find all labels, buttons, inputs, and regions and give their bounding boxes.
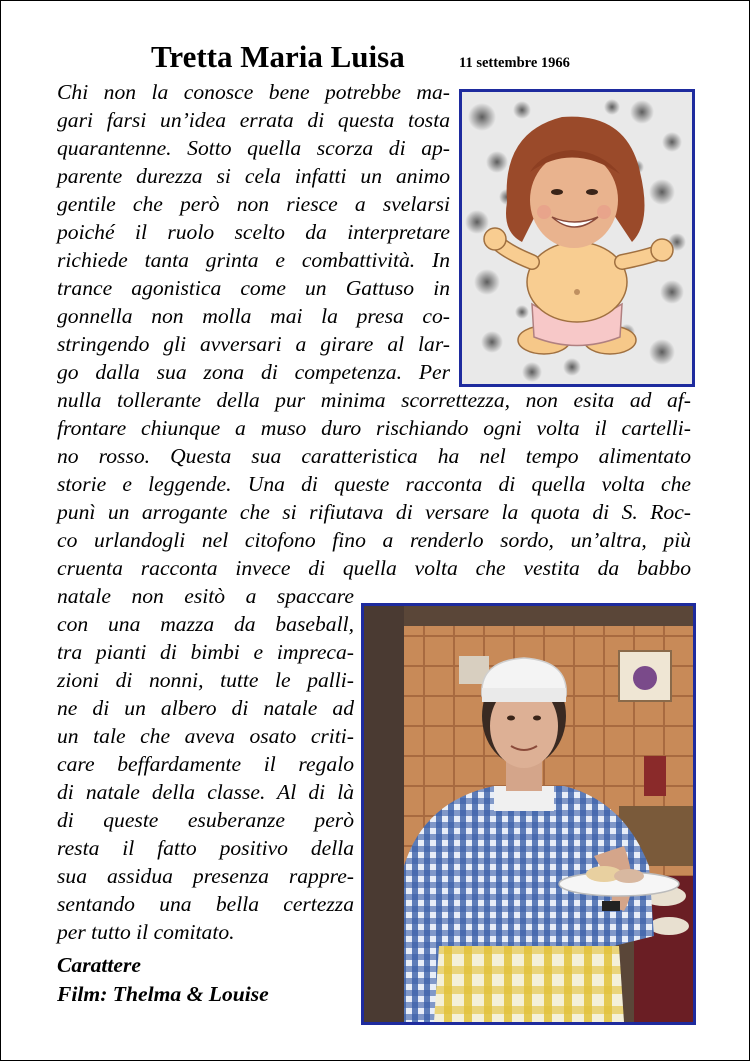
- text-line: gentile che però non riesce a svelarsi: [57, 192, 450, 216]
- text-line: cruenta racconta invece di quella volta che vestita da babbo: [57, 556, 691, 580]
- text-line: richiede tanta grinta e combattività. In: [57, 248, 450, 272]
- text-line: nulla tollerante della pur minima scorrettezza, non esita ad af-: [57, 388, 691, 412]
- character-label: Carattere: [57, 953, 141, 977]
- text-line: natale non esitò a spaccare: [57, 584, 354, 608]
- caricature-image: [459, 89, 695, 387]
- text-line: frontare chiunque a muso duro rischiando ogni volta il cartelli-: [57, 416, 691, 440]
- text-line: sentando una bella certezza: [57, 892, 354, 916]
- page-title: Tretta Maria Luisa: [151, 39, 405, 74]
- text-line: un tale che aveva osato criti-: [57, 724, 354, 748]
- text-line: storie e leggende. Una di queste racconta di quella volta che: [57, 472, 691, 496]
- text-line: co urlandogli nel citofono fino a renderlo sordo, un’altra, più: [57, 528, 691, 552]
- text-line: poiché il ruolo scelto da interpretare: [57, 220, 450, 244]
- text-line: gonnella non molla mai la presa co-: [57, 304, 450, 328]
- text-line: punì un arrogante che si rifiutava di versare la quota di S. Roc-: [57, 500, 691, 524]
- text-line: resta il fatto positivo della: [57, 836, 354, 860]
- text-line: stringendo gli avversari a girare al lar-: [57, 332, 450, 356]
- film-label: Film: Thelma & Louise: [57, 982, 269, 1006]
- text-line: Chi non la conosce bene potrebbe ma-: [57, 80, 450, 104]
- text-line: di queste esuberanze però: [57, 808, 354, 832]
- text-line: per tutto il comitato.: [57, 920, 235, 944]
- text-line: sua assidua presenza rappre-: [57, 864, 354, 888]
- text-line: care beffardamente il regalo: [57, 752, 354, 776]
- text-line: trance agonistica come un Gattuso in: [57, 276, 450, 300]
- portrait-photo: [361, 603, 696, 1025]
- text-line: con una mazza da baseball,: [57, 612, 354, 636]
- text-line: go dalla sua zona di competenza. Per: [57, 360, 450, 384]
- birth-date: 11 settembre 1966: [459, 55, 570, 71]
- text-line: gari farsi un’idea errata di questa tosta: [57, 108, 450, 132]
- text-line: ne di un albero di natale ad: [57, 696, 354, 720]
- text-line: parente durezza si cela infatti un animo: [57, 164, 450, 188]
- text-line: zioni di nonni, tutte le palli-: [57, 668, 354, 692]
- text-line: quarantenne. Sotto quella scorza di ap-: [57, 136, 450, 160]
- text-line: no rosso. Questa sua caratteristica ha nel tempo alimentato: [57, 444, 691, 468]
- text-line: tra pianti di bimbi e impreca-: [57, 640, 354, 664]
- text-line: di natale della classe. Al di là: [57, 780, 354, 804]
